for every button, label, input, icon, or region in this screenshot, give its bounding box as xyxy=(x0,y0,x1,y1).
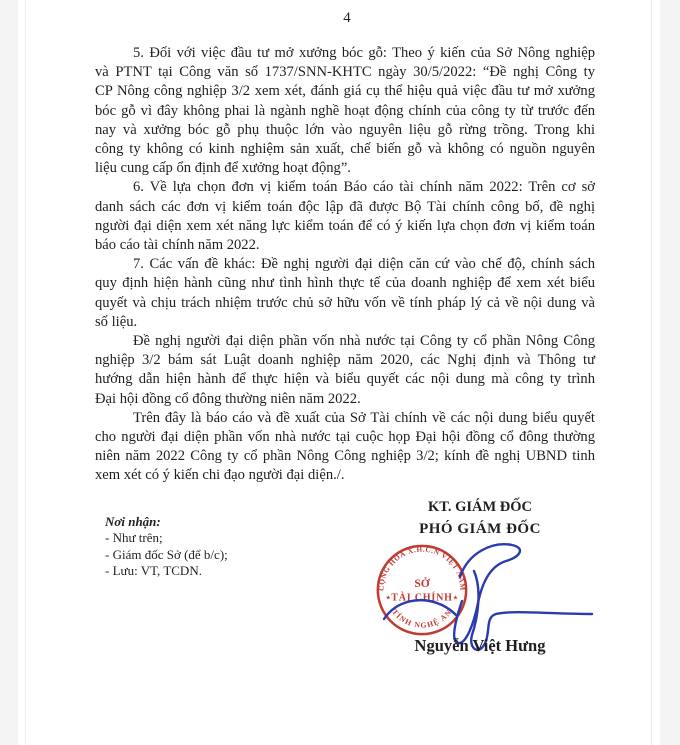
signer-name: Nguyễn Việt Hưng xyxy=(414,636,546,655)
paragraph xyxy=(95,178,595,255)
text-line: danh sách các đơn vị kiểm toán độc lập đã được Bộ Tài chính công bố, đề nghị xyxy=(95,198,595,215)
stamp-top-text: CỘNG HOÀ X.H.C.N VIỆT NAM xyxy=(377,545,467,592)
recipients-heading: Nơi nhận: xyxy=(105,514,161,529)
recipients-block xyxy=(105,514,228,579)
text-line: Trên đây là báo cáo và đề xuất của Sở Tài chính về các nội dung biểu quyết xyxy=(133,409,595,426)
text-line: xem xét có ý kiến chi đạo người đại diện./. xyxy=(95,467,345,484)
signer-title-acting: KT. GIÁM ĐỐC xyxy=(427,499,533,515)
text-line: nghiệp 3/2 bám sát Luật doanh nghiệp năm 2020, các Nghị định và Thông tư xyxy=(95,352,595,369)
text-line: Đề nghị người đại diện phần vốn nhà nước tại Công ty cổ phần Nông Công xyxy=(133,333,595,350)
page-right-edge xyxy=(651,0,652,745)
text-line: bóc gỗ vì đây không phai là ngành nghề hoạt động chính của công ty từ trước đến xyxy=(95,102,595,119)
stamp-star-right: ★ xyxy=(452,595,458,602)
stamp-bottom-text: TỈNH NGHỆ AN xyxy=(390,607,454,630)
text-line: CP Nông công nghiệp 3/2 xem xét, đánh giá cụ thể hiệu quả việc đầu tư mở xưởng xyxy=(95,83,595,100)
stamp-star-left: ★ xyxy=(385,595,391,602)
text-line: 6. Về lựa chọn đơn vị kiểm toán Báo cáo tài chính năm 2022: Trên cơ sở xyxy=(133,179,595,196)
stamp-center-line1: SỞ xyxy=(414,578,430,591)
recipient-item: - Như trên; xyxy=(105,530,163,546)
signature-titles xyxy=(370,497,590,540)
signer-title-deputy: PHÓ GIÁM ĐỐC xyxy=(419,521,541,537)
text-line: quy định hiện hành cũng như tình hình thực tế của doanh nghiệp để xem xét biểu xyxy=(95,275,595,292)
text-line: số liệu. xyxy=(95,313,138,330)
document-body xyxy=(95,44,595,486)
page-number: 4 xyxy=(343,10,351,26)
text-line: hướng dẫn hiện hành để thực hiện và biểu quyết các nội dung mà công ty trình xyxy=(95,371,595,388)
text-line: và PTNT tại Công văn số 1737/SNN-KHTC ngày 30/5/2022: “Đề nghị Công ty xyxy=(95,64,595,81)
text-line: liệu cung cấp ổn định để xưởng hoạt động”. xyxy=(95,160,351,177)
text-line: cho người đại diện phần vốn nhà nước tại cuộc họp Đại hội đồng cổ đông thường xyxy=(95,429,595,446)
paragraph xyxy=(95,255,595,332)
text-line: niên năm 2022 Công ty cổ phần Nông Công nghiệp 3/2; kính đề nghị UBND tinh xyxy=(95,448,595,465)
paragraph xyxy=(95,44,595,178)
document-page xyxy=(18,0,660,745)
recipients-list xyxy=(105,530,228,579)
recipient-item: - Lưu: VT, TCDN. xyxy=(105,562,202,578)
text-line: quyết và chịu trách nhiệm trước chủ sở hữu vốn về tính pháp lý cả về nội dung và xyxy=(95,294,595,311)
text-line: công ty không có kinh nghiệm sản xuất, chế biến gỗ và không có nguồn nguyên xyxy=(95,141,595,158)
text-line: 5. Đối với việc đầu tư mở xưởng bóc gỗ: Theo ý kiến của Sở Nông nghiệp xyxy=(133,45,595,61)
text-line: nay và xưởng bóc gỗ phụ thuộc lớn vào nguyên liệu gỗ rừng trồng. Trong khi xyxy=(95,121,595,138)
page-left-edge xyxy=(25,0,26,745)
text-line: Đại hội đồng cổ đông thường niên năm 2022. xyxy=(95,390,361,407)
text-line: 7. Các vấn đề khác: Đề nghị người đại diện căn cứ vào chế độ, chính sách xyxy=(133,256,595,273)
paragraph xyxy=(95,332,595,409)
text-line: người đại diện xem xét năng lực kiểm toán để có ý kiến lựa chọn đơn vị kiểm toán xyxy=(95,217,595,234)
text-line: báo cáo tài chính năm 2022. xyxy=(95,237,260,254)
paragraph xyxy=(95,409,595,486)
stamp-center-line2: TÀI CHÍNH xyxy=(391,592,453,604)
recipient-item: - Giám đốc Sở (để b/c); xyxy=(105,546,228,562)
